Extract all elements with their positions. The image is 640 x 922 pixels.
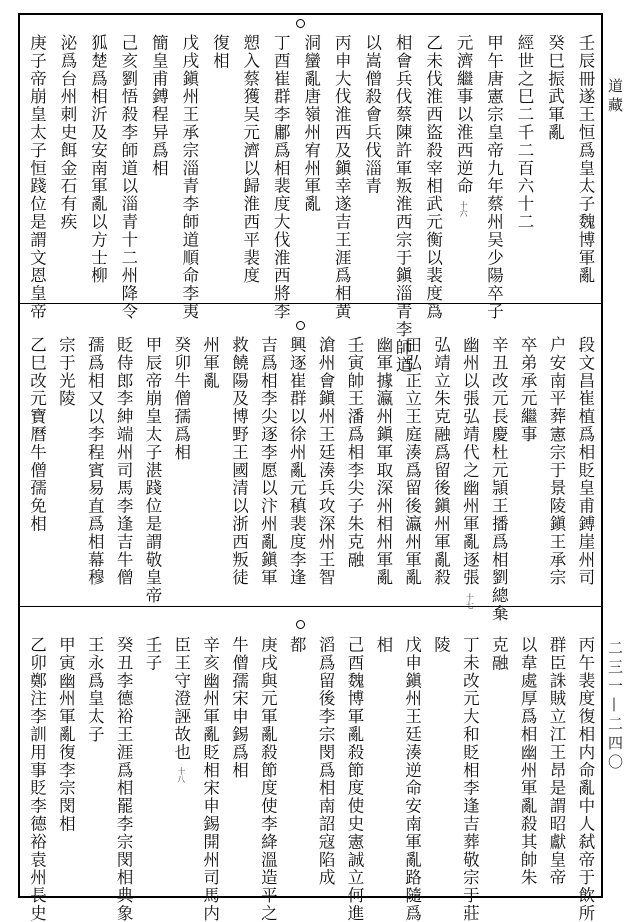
- column-text: 以嵩僧殺會兵伐淄青: [362, 34, 382, 196]
- column-text: 愬入蔡獲吴元濟以歸淮西平裴度: [240, 34, 260, 285]
- text-column: [115, 336, 132, 604]
- column-text: 辛亥幽州軍亂貶相宋申錫開州司馬内: [200, 636, 220, 922]
- column-text: 王永爲皇太子: [85, 636, 105, 744]
- text-column: [27, 636, 47, 922]
- text-column: [86, 336, 103, 604]
- text-column: [86, 636, 103, 896]
- column-text: 宗于光陵: [56, 336, 76, 408]
- column-text: 段文昌崔植爲相貶皇甫鎛崖州司: [575, 336, 595, 587]
- binding-hole-2: [296, 321, 305, 330]
- text-column: [143, 636, 160, 896]
- column-text: 群臣誅賊立江王昂是謂昭獻皇帝: [546, 636, 566, 887]
- text-column: [393, 34, 413, 375]
- folio-note: 十七: [465, 592, 475, 609]
- column-text: 戊戌鎭州王承宗淄青李師道順命李夷: [179, 34, 199, 321]
- text-column: [288, 636, 305, 896]
- column-text: 克融: [489, 636, 509, 672]
- column-text: 丁未改元大和貶相李逢吉葬敬宗于莊: [460, 636, 480, 922]
- text-column: [241, 34, 258, 301]
- column-text: 孺爲相又以李程賓易直爲相幕穆: [85, 336, 105, 587]
- text-column: [27, 34, 47, 321]
- binding-hole-3: [296, 620, 305, 629]
- text-column: [345, 336, 362, 604]
- text-column: [547, 336, 564, 604]
- text-column: [519, 336, 536, 604]
- column-text: 泌爲台州刺史餌金石有疾: [57, 34, 77, 231]
- column-text: 辛丑改元長慶杜元頴王播爲相劉總棄: [489, 336, 509, 623]
- column-text: 弘靖立朱克融爲留後鎭州軍亂殺: [431, 336, 451, 587]
- text-column: [455, 34, 472, 301]
- column-text: 甲午唐憲宗皇帝九年蔡州吴少陽卒子: [484, 34, 504, 321]
- column-text: 乙未伐淮西盜殺宰相武元衡以裴度爲: [423, 34, 443, 321]
- text-column: [57, 636, 74, 896]
- column-text: 壬辰冊遂王恒爲皇太子魏博軍亂: [575, 34, 595, 285]
- text-column: [200, 636, 220, 922]
- text-column: [460, 636, 480, 922]
- column-text: 相會兵伐蔡陳許軍叛淮西宗于鎭淄青李師道: [393, 34, 413, 375]
- column-text: 癸丑李德裕王涯爲相罷李宗閔相典象: [114, 636, 134, 922]
- column-text: 牛僧孺宋申錫爲相: [229, 636, 249, 780]
- text-column: [489, 336, 509, 623]
- column-text: 庚子帝崩皇太子恒踐位是謂文恩皇帝: [27, 34, 47, 321]
- text-column: [89, 34, 106, 301]
- text-column: [179, 34, 199, 321]
- column-text: 以韋處厚爲相幽州軍亂殺其帥朱: [518, 636, 538, 887]
- panel-divider-2: [18, 606, 603, 607]
- text-column: [423, 34, 443, 321]
- binding-hole-1: [296, 19, 305, 28]
- text-column: [271, 34, 291, 321]
- text-column: [258, 636, 278, 922]
- folio-note: 十八: [176, 767, 186, 784]
- column-text: 庚戌與元軍亂殺節度使李絳溫造平之: [258, 636, 278, 922]
- text-column: [519, 636, 536, 896]
- text-column: [516, 34, 533, 301]
- text-column: [547, 636, 564, 896]
- column-text: 壬寅帥王潘爲相李尖子朱克融: [344, 336, 364, 569]
- text-column: [374, 636, 391, 896]
- page-number: 二三一—二四〇: [606, 640, 624, 773]
- column-text: 田弘正立王庭湊爲留後瀛州軍亂: [402, 336, 422, 587]
- text-column: [432, 336, 449, 604]
- column-text: 吉爲相李尖逐李愿以汴州亂鎭軍: [258, 336, 278, 587]
- folio-note: 十六: [459, 201, 469, 218]
- column-text: 己亥劉悟殺李師道以淄青十二州降令: [118, 34, 138, 321]
- text-column: [484, 34, 504, 321]
- column-text: 乙巳改元寶曆牛僧孺免相: [27, 336, 47, 533]
- text-column: [114, 636, 134, 922]
- column-text: 州軍亂: [200, 336, 220, 390]
- text-column: [546, 34, 563, 301]
- text-column: [432, 636, 449, 896]
- text-column: [490, 636, 507, 896]
- column-text: 臣王守澄誣故也: [171, 636, 191, 762]
- column-text: 癸巳振武軍亂: [545, 34, 565, 142]
- column-text: 卒弟承元繼事: [518, 336, 538, 444]
- column-text: 簡皇甫鎛程异爲相: [149, 34, 169, 178]
- text-column: [575, 636, 595, 922]
- column-text: 幽州以張弘靖代之幽州軍亂逐張: [460, 336, 480, 587]
- column-text: 癸卯牛僧孺爲相: [171, 336, 191, 462]
- column-text: 滄州會鎭州王廷湊兵攻深州王智: [316, 336, 336, 587]
- panel-divider-1: [18, 303, 603, 304]
- text-column: [363, 34, 380, 301]
- column-text: 幽軍據瀛州鎭軍取深州相州軍亂: [373, 336, 393, 587]
- text-column: [201, 336, 218, 604]
- column-text: 壬子: [142, 636, 162, 672]
- column-text: 丙午裴度復相内命亂中人弑帝于飲所: [575, 636, 595, 922]
- text-column: [230, 336, 247, 604]
- column-text: 貶侍郎李紳端州司馬李逢吉牛僧: [114, 336, 134, 587]
- text-column: [317, 636, 334, 896]
- text-column: [230, 636, 247, 896]
- text-panel-3: [22, 632, 599, 922]
- text-column: [172, 336, 189, 604]
- column-text: 滔爲留後李宗閔爲相南詔寇陷成: [316, 636, 336, 887]
- text-column: [58, 34, 75, 301]
- column-text: 救饒陽及博野王國清以浙西叛徒: [229, 336, 249, 587]
- column-text: 洞蠻亂唐嶺州宥州軍亂: [301, 34, 321, 213]
- text-column: [332, 34, 352, 321]
- column-text: 狐楚爲相沂及安南軍亂以方士柳: [88, 34, 108, 285]
- text-column: [172, 636, 189, 896]
- column-text: 甲寅幽州軍亂復李宗閔相: [56, 636, 76, 833]
- text-column: [403, 336, 420, 604]
- text-column: [374, 336, 391, 604]
- column-text: 甲辰帝崩皇太子湛踐位是謂敬皇帝: [142, 336, 162, 605]
- column-text: 元濟繼事以淮西逆命: [454, 34, 474, 196]
- text-column: [317, 336, 334, 604]
- text-column: [57, 336, 74, 604]
- text-column: [576, 34, 593, 301]
- text-panel-2: [22, 332, 599, 623]
- text-column: [302, 34, 319, 301]
- column-text: 乙卯鄭注李訓用事貶李德裕袁州長史: [27, 636, 47, 922]
- text-column: [150, 34, 167, 301]
- column-text: 興逐崔群以徐州亂元稹裴度李逢: [287, 336, 307, 587]
- column-text: 都: [287, 636, 307, 654]
- text-column: [118, 34, 138, 321]
- collection-title: 道藏: [606, 78, 624, 116]
- text-column: [211, 34, 228, 301]
- column-text: 經世之巳二千二百六十二: [515, 34, 534, 231]
- column-text: 丁酉崔群李鄘爲相裴度大伐淮西將李: [271, 34, 291, 321]
- column-text: 陵: [431, 636, 451, 654]
- column-text: 丙申大伐淮西及鎭幸遂吉王涯爲相黄: [332, 34, 352, 321]
- column-text: 户安南平葬憲宗于景陵鎭王承宗: [546, 336, 566, 587]
- text-column: [344, 636, 364, 922]
- text-column: [576, 336, 593, 604]
- text-column: [460, 336, 480, 609]
- text-column: [143, 336, 160, 604]
- column-text: 戊申鎭州王廷湊逆命安南軍亂路隨爲: [402, 636, 422, 922]
- text-column: [259, 336, 276, 604]
- column-text: 相: [373, 636, 393, 654]
- text-column: [402, 636, 422, 922]
- column-text: 復相: [210, 34, 230, 70]
- column-text: 己酉魏博軍亂殺節度使史憲誠立何進: [344, 636, 364, 922]
- text-column: [288, 336, 305, 604]
- text-column: [28, 336, 45, 604]
